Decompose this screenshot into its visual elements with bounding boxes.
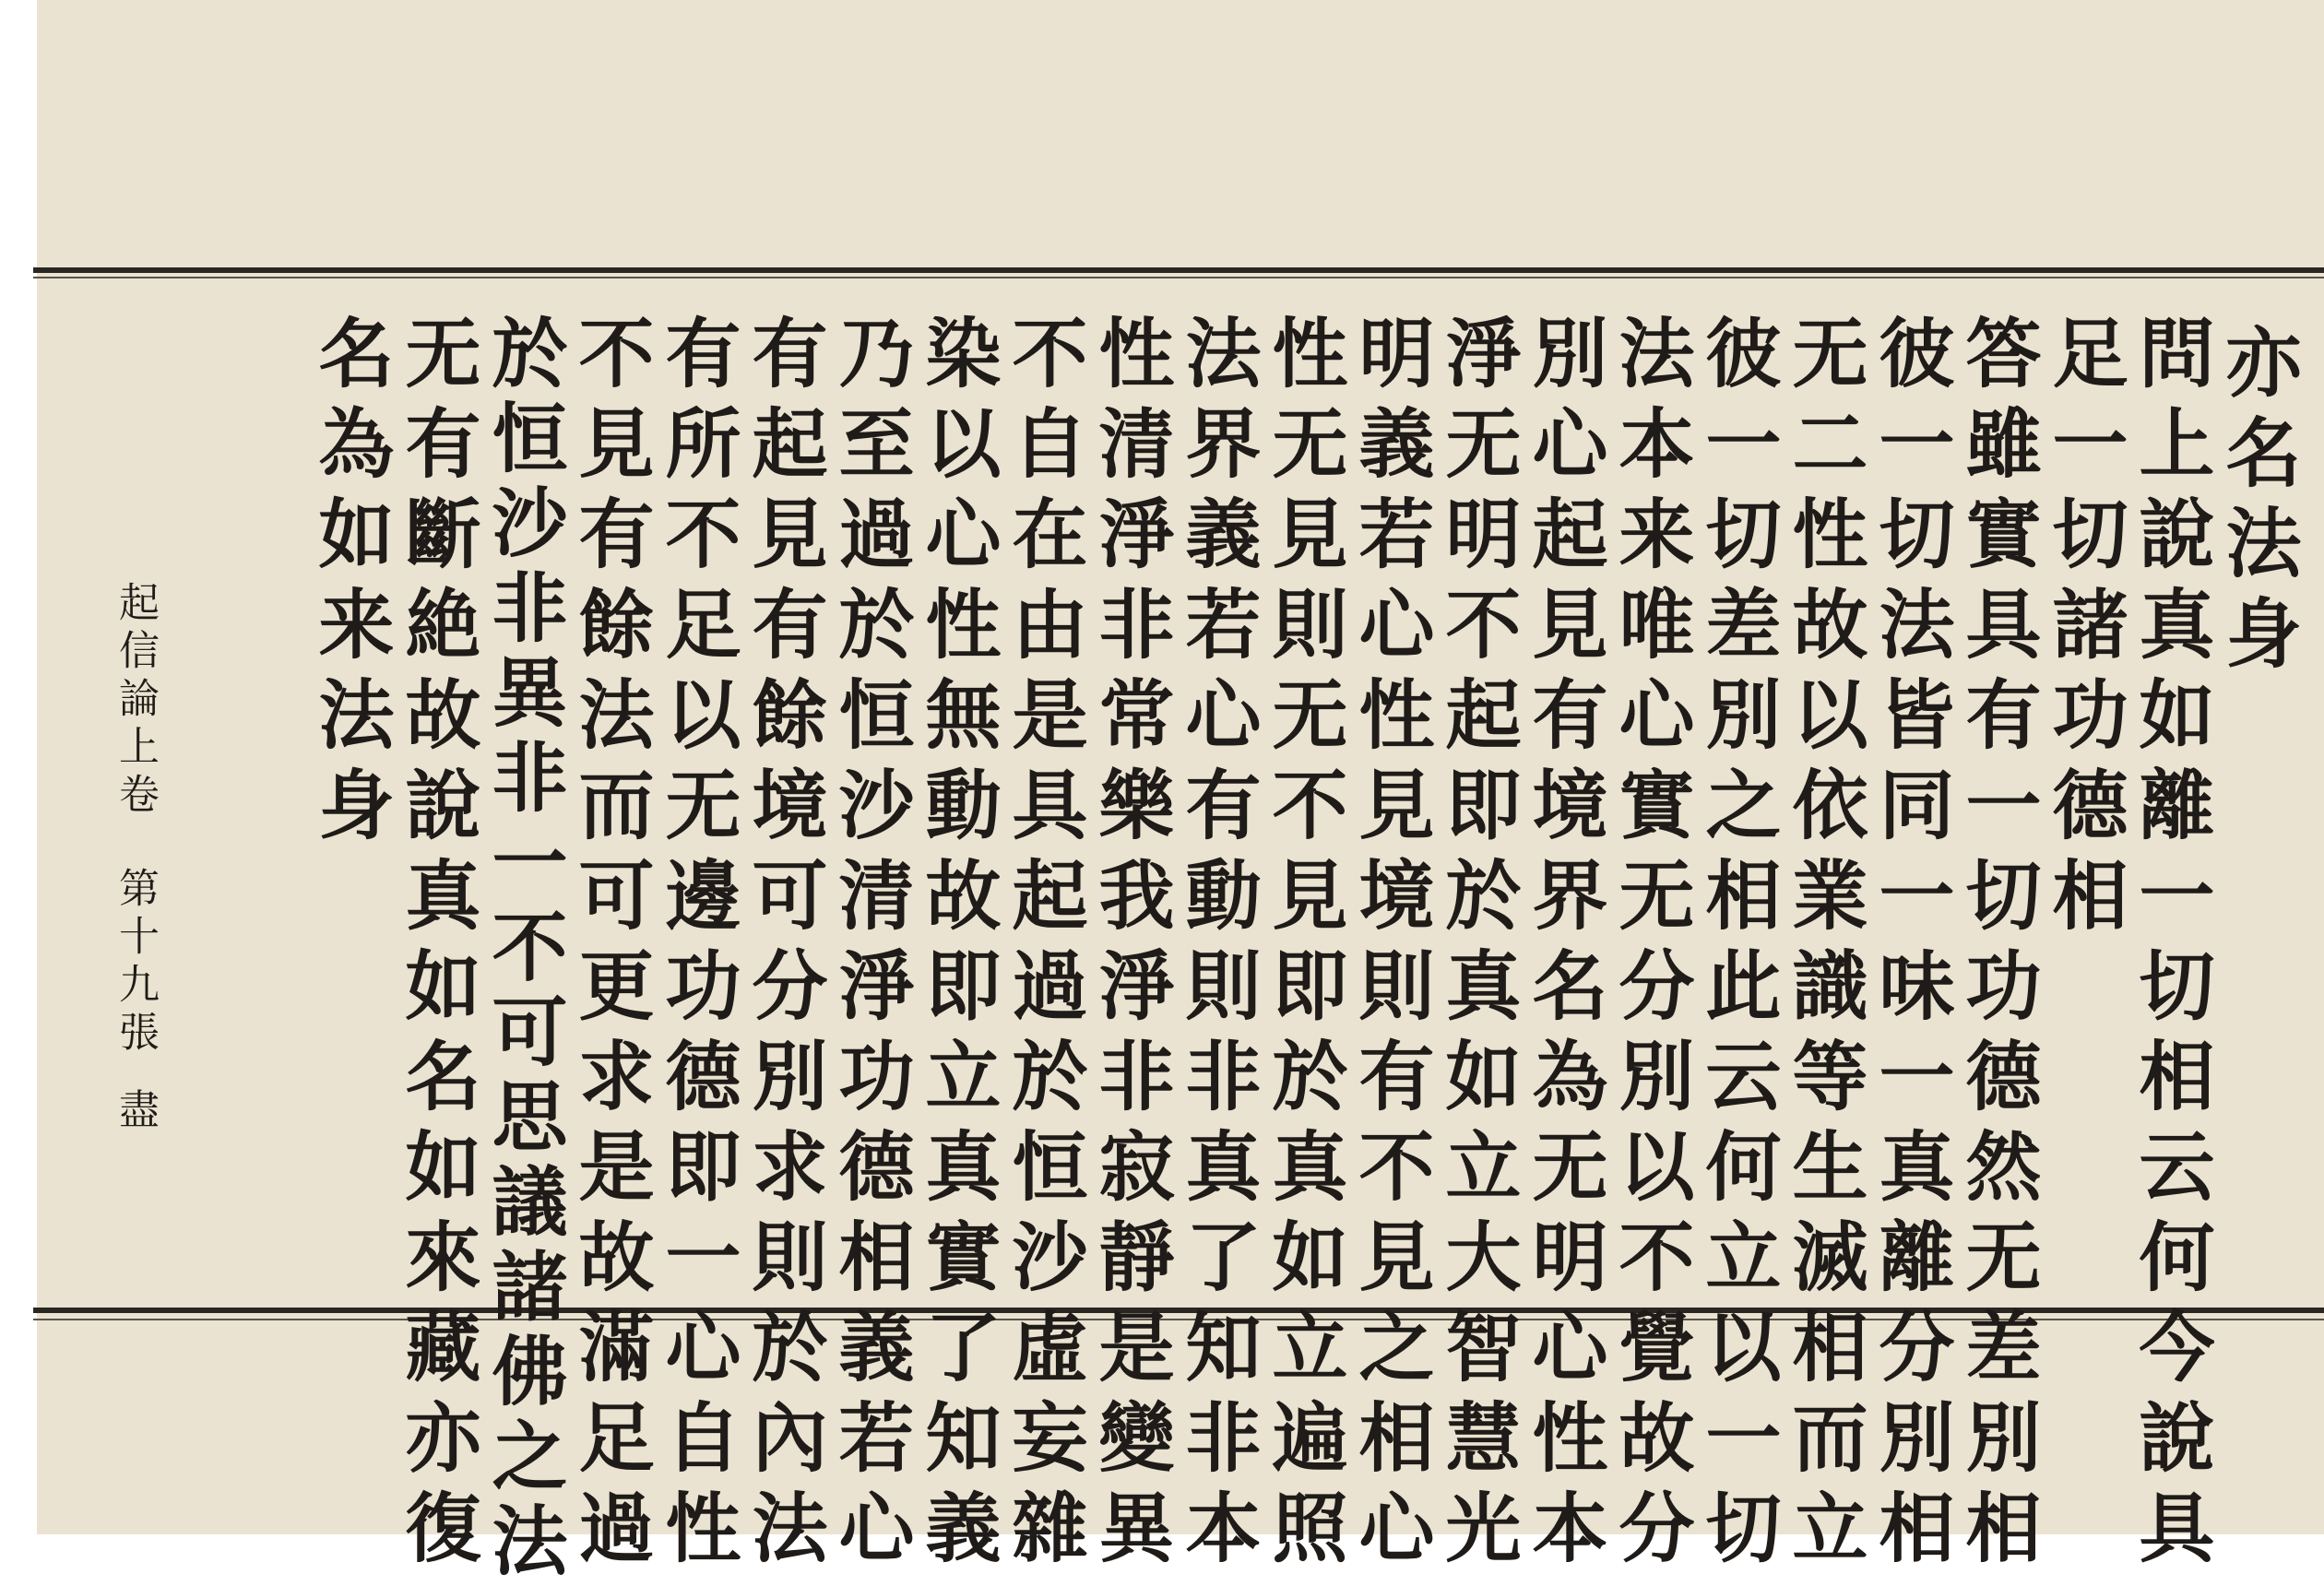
colophon-page-text: 第十九張 — [112, 867, 159, 1059]
text-column-17-text: 乃至過於恒沙清淨功德相義若心 — [826, 314, 915, 1579]
text-column-15-text: 不自在由是具起過於恒沙虛妄雜 — [1000, 314, 1088, 1579]
text-column-22 — [393, 314, 481, 1579]
text-column-9 — [1520, 314, 1608, 1579]
text-column-9-text: 別心起見有境界名為无明心性本 — [1520, 314, 1608, 1579]
top-border-inner-rule — [33, 277, 2324, 278]
colophon-title-text: 起信論上卷 — [112, 581, 159, 821]
text-column-18-text: 有起見有餘境可分別求則於內法 — [740, 314, 828, 1579]
text-column-5-text: 彼一切法皆同一味一真離分別相 — [1867, 314, 1955, 1579]
top-border-rule — [33, 267, 2324, 273]
text-column-1-text: 亦名法身 — [2213, 323, 2302, 684]
text-column-16-text: 染以心性無動故即立真實了知義 — [913, 314, 1002, 1579]
text-column-12-text: 性无見則无不見即於真如立遍照 — [1260, 314, 1348, 1579]
text-column-23-text: 名為如来法身 — [306, 314, 395, 856]
text-column-7 — [1693, 314, 1782, 1579]
colophon-title — [107, 581, 162, 821]
text-column-16 — [913, 314, 1002, 1579]
text-column-7-text: 彼一切差別之相此云何立以一切 — [1693, 314, 1782, 1579]
text-column-8-text: 法本来唯心實无分別以不覺故分 — [1607, 314, 1695, 1579]
text-column-19 — [653, 314, 741, 1579]
colophon-end-text: 盡 — [112, 1088, 159, 1136]
text-column-22-text: 无有斷絶故說真如名如來藏亦復 — [393, 314, 481, 1579]
text-column-10-text: 淨无明不起即於真如立大智慧光 — [1433, 314, 1522, 1579]
text-column-13-text: 法界義若心有動則非真了知非本 — [1173, 314, 1262, 1579]
text-column-2 — [2127, 314, 2215, 1579]
text-column-4 — [1953, 314, 2042, 1579]
text-column-6 — [1780, 314, 1868, 1579]
text-column-21-text: 於恒沙非異非一不可思議諸佛之法 — [480, 314, 568, 1586]
text-column-3 — [2040, 314, 2128, 946]
text-column-14 — [1086, 314, 1175, 1579]
text-column-4-text: 答雖實具有一切功德然无差別相 — [1953, 314, 2042, 1579]
text-column-8 — [1607, 314, 1695, 1579]
text-column-3-text: 足一切諸功德相 — [2040, 314, 2128, 946]
text-column-1 — [2213, 323, 2302, 684]
text-column-11-text: 明義若心性見境則有不見之相心 — [1346, 314, 1435, 1579]
colophon-end-mark — [107, 1088, 162, 1136]
colophon-page-number — [107, 867, 162, 1059]
text-column-11 — [1346, 314, 1435, 1579]
text-column-14-text: 性清淨非常樂我淨非寂靜是變異 — [1086, 314, 1175, 1579]
text-column-21 — [480, 314, 568, 1586]
text-column-2-text: 問上說真如離一切相云何今說具 — [2127, 314, 2215, 1579]
text-column-5 — [1867, 314, 1955, 1579]
text-column-19-text: 有所不足以无邊功德即一心自性 — [653, 314, 741, 1579]
text-column-12 — [1260, 314, 1348, 1579]
text-column-23 — [306, 314, 395, 856]
text-column-20-text: 不見有餘法而可更求是故滿足過 — [566, 314, 655, 1579]
text-column-18 — [740, 314, 828, 1579]
text-column-6-text: 无二性故以依業識等生滅相而立 — [1780, 314, 1868, 1579]
text-column-13 — [1173, 314, 1262, 1579]
text-column-17 — [826, 314, 915, 1579]
text-column-10 — [1433, 314, 1522, 1579]
text-column-15 — [1000, 314, 1088, 1579]
text-column-20 — [566, 314, 655, 1579]
page-margin-strip — [0, 0, 37, 1534]
